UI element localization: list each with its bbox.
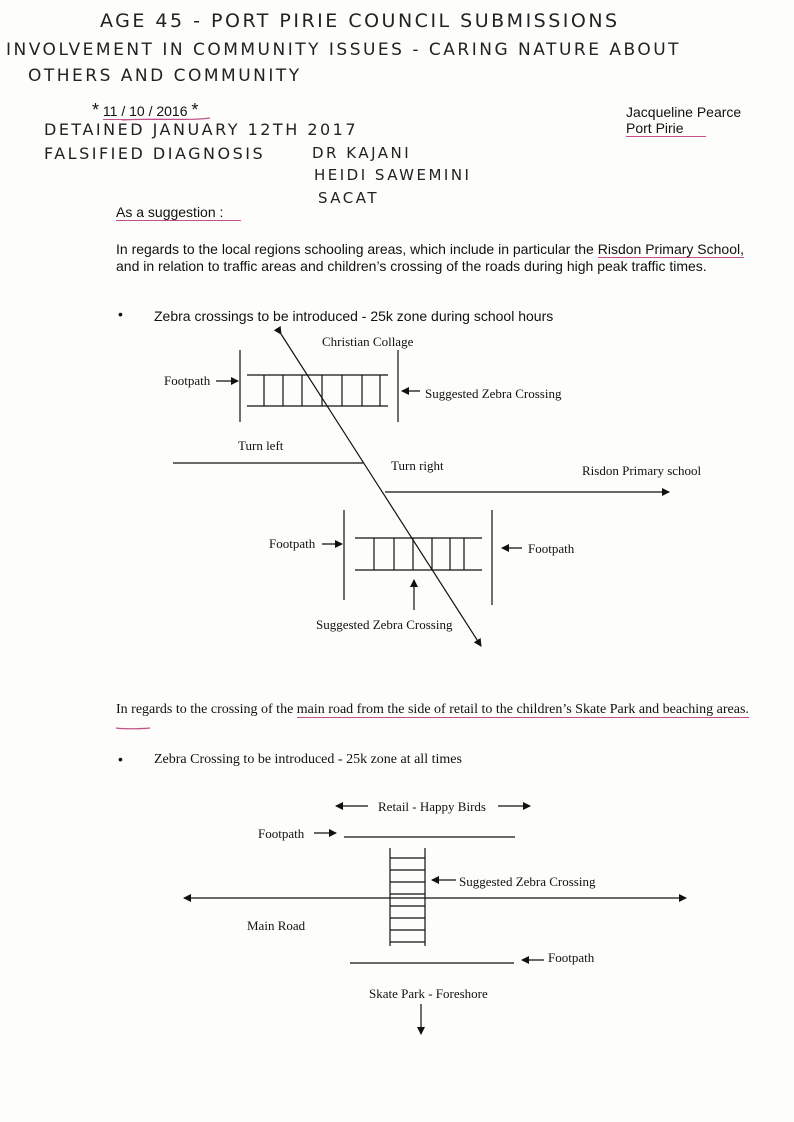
label-suggested-top: Suggested Zebra Crossing (425, 386, 562, 401)
star-left: * (92, 100, 100, 120)
author-location: Port Pirie (626, 120, 706, 137)
handwritten-heidi: HEIDI SAWEMINI (314, 166, 472, 184)
star-right: * (191, 100, 199, 120)
handwritten-falsified: FALSIFIED DIAGNOSIS (44, 144, 266, 163)
label-suggested-crossing: Suggested Zebra Crossing (459, 874, 596, 889)
intro-text-before: In regards to the local regions schooling areas, which include in particular the (116, 241, 598, 257)
intro-heading: As a suggestion : (116, 204, 241, 221)
handwritten-line-2: INVOLVEMENT IN COMMUNITY ISSUES - CARING NATURE ABOUT (6, 40, 682, 60)
intro-text-after: and in relation to traffic areas and children’s crossing of the roads during high peak traffic times. (116, 258, 707, 274)
label-turn-left: Turn left (238, 438, 284, 453)
label-footpath-bottom: Footpath (548, 950, 595, 965)
label-footpath-top: Footpath (258, 826, 305, 841)
label-footpath-mid-right: Footpath (528, 541, 575, 556)
handwritten-detained: DETAINED JANUARY 12TH 2017 (44, 120, 359, 139)
handwritten-sacat: SACAT (318, 189, 380, 207)
author-name: Jacqueline Pearce (626, 104, 742, 120)
diagonal-road-line (281, 334, 481, 646)
section2-text-before: In regards to the crossing of the (116, 702, 297, 717)
label-christian-collage: Christian Collage (322, 334, 414, 349)
label-main-road: Main Road (247, 918, 306, 933)
label-retail: Retail - Happy Birds (378, 799, 486, 814)
main-road-zebra-crossing (390, 848, 425, 946)
bullet-dot-2: • (118, 751, 123, 767)
label-turn-right: Turn right (391, 458, 444, 473)
handwritten-title: AGE 45 - PORT PIRIE COUNCIL SUBMISSIONS (100, 10, 620, 32)
label-footpath-mid-left: Footpath (269, 536, 316, 551)
bullet-1-text: Zebra crossings to be introduced - 25k zone during school hours (154, 308, 554, 324)
label-risdon-primary: Risdon Primary school (582, 463, 702, 478)
label-footpath-left: Footpath (164, 373, 211, 388)
section2-route: main road from the side of retail to the children’s Skate Park and beaching areas. (296, 702, 749, 717)
bullet-dot-1: • (118, 306, 123, 322)
top-zebra-crossing (240, 350, 398, 422)
bullet-2-text: Zebra Crossing to be introduced - 25k zone at all times (154, 752, 462, 767)
submission-date: 11 / 10 / 2016 (102, 103, 188, 119)
handwritten-dr: DR KAJANI (312, 144, 412, 162)
intro-school-name: Risdon Primary School, (597, 241, 744, 257)
bottom-zebra-crossing (344, 510, 492, 605)
label-suggested-bottom: Suggested Zebra Crossing (316, 617, 453, 632)
label-skate-park: Skate Park - Foreshore (369, 986, 488, 1001)
handwritten-line-3: OTHERS AND COMMUNITY (28, 66, 302, 86)
